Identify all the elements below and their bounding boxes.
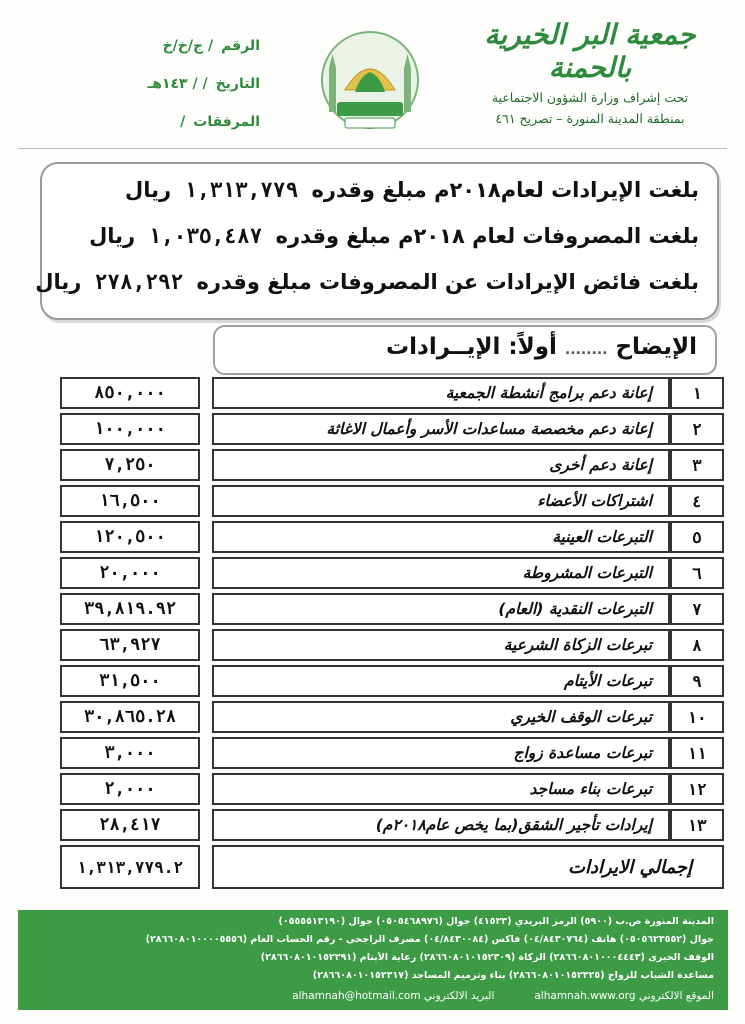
attachments-value: /: [180, 114, 186, 130]
table-row: [60, 629, 724, 661]
summary-expenses: [89, 224, 699, 248]
summary-expenses-text: بلغت المصروفات لعام ٢٠١٨م مبلغ وقدره: [275, 224, 699, 248]
organization-block: [455, 18, 725, 126]
footer-line-1: المدينة المنورة ص.ب (٥٩٠٠) الرمز البريدي (٤١٥٣٣) جوال (٠٥٠٥٤٦٨٩٧٦) جوال (٠٥٥٥٥١٣١٩٠): [278, 916, 714, 927]
item-amount: ١٦,٥٠٠: [60, 485, 200, 517]
cell-gap: [200, 665, 212, 697]
summary-expenses-unit: ريال: [89, 224, 136, 248]
section-dots: ........: [564, 342, 608, 358]
footer-line-2: جوال (٠٥٠٥٦٢٣٥٥٢) هاتف (٠٤/٨٤٣٠٧٦٤) فاكس (٠٤/٨٤٣٠٠٨٤) مصرف الراجحي - رقم الحساب العام (٢٨٦٦٠٨٠١٠٠٠٠٥٥٥٦): [145, 934, 714, 945]
footer-line-3: الوقف الخيرى (٢٨٦٦٠٨٠١٠٠٠٤٤٤٣) الزكاة (٢٨٦٦٠٨٠١٠١٥٢٣٠٩) رعاية الأيتام (٢٨٦٦٠٨٠١٠١٥٢٢٩١): [260, 952, 714, 963]
total-label: إجمالي الايرادات: [212, 845, 724, 889]
item-description: التبرعات العينية: [212, 521, 670, 553]
item-number: ١٣: [670, 809, 724, 841]
item-number: ٧: [670, 593, 724, 625]
reference-block: [120, 38, 260, 152]
item-description: التبرعات المشروطة: [212, 557, 670, 589]
date-row: [120, 76, 260, 114]
organization-supervision: تحت إشراف وزارة الشؤون الاجتماعية: [491, 90, 689, 105]
item-amount: ٧,٢٥٠: [60, 449, 200, 481]
item-description: تبرعات الزكاة الشرعية: [212, 629, 670, 661]
item-description: إعانة دعم أخرى: [212, 449, 670, 481]
table-row: [60, 485, 724, 517]
contact-footer: [18, 910, 728, 1010]
table-row: [60, 377, 724, 409]
organization-logo-icon: [315, 28, 425, 136]
total-amount: ١,٣١٣,٧٧٩.٢: [60, 845, 200, 889]
item-number: ١٢: [670, 773, 724, 805]
revenue-table: [60, 373, 724, 893]
section-title: [386, 334, 697, 360]
cell-gap: [200, 737, 212, 769]
table-row: [60, 701, 724, 733]
item-amount: ٣١,٥٠٠: [60, 665, 200, 697]
item-amount: ٨٥٠,٠٠٠: [60, 377, 200, 409]
item-description: تبرعات الأيتام: [212, 665, 670, 697]
item-amount: ٣٠,٨٦٥.٢٨: [60, 701, 200, 733]
letterhead: [0, 0, 745, 150]
footer-line-4: مساعدة الشباب للزواج (٢٨٦٦٠٨٠١٠١٥٢٣٢٥) بناء وترميم المساجد (٢٨٦٦٠٨٠١٠١٥٢٣١٧): [312, 970, 714, 981]
table-row: [60, 773, 724, 805]
attachments-label: المرفقات: [193, 114, 260, 130]
item-amount: ٦٣,٩٢٧: [60, 629, 200, 661]
item-description: تبرعات مساعدة زواج: [212, 737, 670, 769]
cell-gap: [200, 701, 212, 733]
email-link[interactable]: alhamnah@hotmail.com: [292, 990, 421, 1002]
summary-surplus: [35, 270, 699, 294]
cell-gap: [200, 413, 212, 445]
footer-web: [32, 990, 714, 1002]
table-row: [60, 521, 724, 553]
section-heading: أولاً: الإيــرادات: [386, 334, 557, 360]
item-description: اشتراكات الأعضاء: [212, 485, 670, 517]
item-number: ١١: [670, 737, 724, 769]
item-description: إعانة دعم مخصصة مساعدات الأسر وأعمال الاغاثة: [212, 413, 670, 445]
summary-revenue-text: بلغت الإيرادات لعام٢٠١٨م مبلغ وقدره: [311, 178, 699, 202]
item-number: ٥: [670, 521, 724, 553]
item-amount: ١٢٠,٥٠٠: [60, 521, 200, 553]
organization-name: جمعية البر الخيرية بالحمنة: [484, 18, 696, 84]
reference-number-row: [120, 38, 260, 76]
table-row: [60, 737, 724, 769]
date-label: التاريخ: [215, 76, 260, 92]
cell-gap: [200, 377, 212, 409]
item-description: إيرادات تأجير الشقق(بما يخص عام٢٠١٨م): [212, 809, 670, 841]
table-row: [60, 413, 724, 445]
total-row: [60, 845, 724, 889]
item-number: ١٠: [670, 701, 724, 733]
item-amount: ٣٩,٨١٩.٩٢: [60, 593, 200, 625]
reference-number-value: / ج/خ/خ: [162, 38, 214, 54]
table-row: [60, 593, 724, 625]
cell-gap: [200, 629, 212, 661]
email-label: البريد الالكتروني: [423, 990, 495, 1002]
summary-surplus-unit: ريال: [35, 270, 82, 294]
item-number: ١: [670, 377, 724, 409]
cell-gap: [200, 845, 212, 889]
summary-surplus-amount: ٢٧٨,٢٩٢: [94, 270, 184, 294]
website-link[interactable]: alhamnah.www.org: [534, 990, 636, 1002]
cell-gap: [200, 593, 212, 625]
cell-gap: [200, 521, 212, 553]
item-number: ٨: [670, 629, 724, 661]
item-description: تبرعات الوقف الخيري: [212, 701, 670, 733]
item-amount: ١٠٠,٠٠٠: [60, 413, 200, 445]
item-number: ٩: [670, 665, 724, 697]
cell-gap: [200, 557, 212, 589]
date-value: / / ١٤٣هـ: [147, 76, 208, 92]
summary-revenue-amount: ١,٣١٣,٧٧٩: [184, 178, 299, 202]
table-row: [60, 449, 724, 481]
cell-gap: [200, 485, 212, 517]
table-row: [60, 809, 724, 841]
cell-gap: [200, 773, 212, 805]
summary-revenue-unit: ريال: [125, 178, 172, 202]
summary-surplus-text: بلغت فائض الإيرادات عن المصروفات مبلغ وقدره: [196, 270, 699, 294]
summary-box: [35, 162, 719, 320]
item-number: ٤: [670, 485, 724, 517]
item-amount: ٣,٠٠٠: [60, 737, 200, 769]
item-number: ٣: [670, 449, 724, 481]
table-row: [60, 557, 724, 589]
item-number: ٢: [670, 413, 724, 445]
table-row: [60, 665, 724, 697]
summary-expenses-amount: ١,٠٣٥,٤٨٧: [148, 224, 263, 248]
cell-gap: [200, 809, 212, 841]
item-description: تبرعات بناء مساجد: [212, 773, 670, 805]
email-item: [292, 990, 494, 1002]
organization-permit: بمنطقة المدينة المنورة – تصريح ٤٦١: [495, 111, 685, 126]
header-divider: [18, 148, 727, 149]
cell-gap: [200, 449, 212, 481]
section-header: [213, 325, 717, 375]
item-description: التبرعات النقدية (العام): [212, 593, 670, 625]
section-label: الإيضاح: [615, 334, 697, 360]
website-item: [534, 990, 714, 1002]
item-description: إعانة دعم برامج أنشطة الجمعية: [212, 377, 670, 409]
item-amount: ٢٠,٠٠٠: [60, 557, 200, 589]
reference-number-label: الرقم: [221, 38, 260, 54]
item-number: ٦: [670, 557, 724, 589]
item-amount: ٢,٠٠٠: [60, 773, 200, 805]
website-label: الموقع الالكتروني: [638, 990, 714, 1002]
item-amount: ٢٨,٤١٧: [60, 809, 200, 841]
summary-revenue: [125, 178, 699, 202]
attachments-row: [120, 114, 260, 152]
